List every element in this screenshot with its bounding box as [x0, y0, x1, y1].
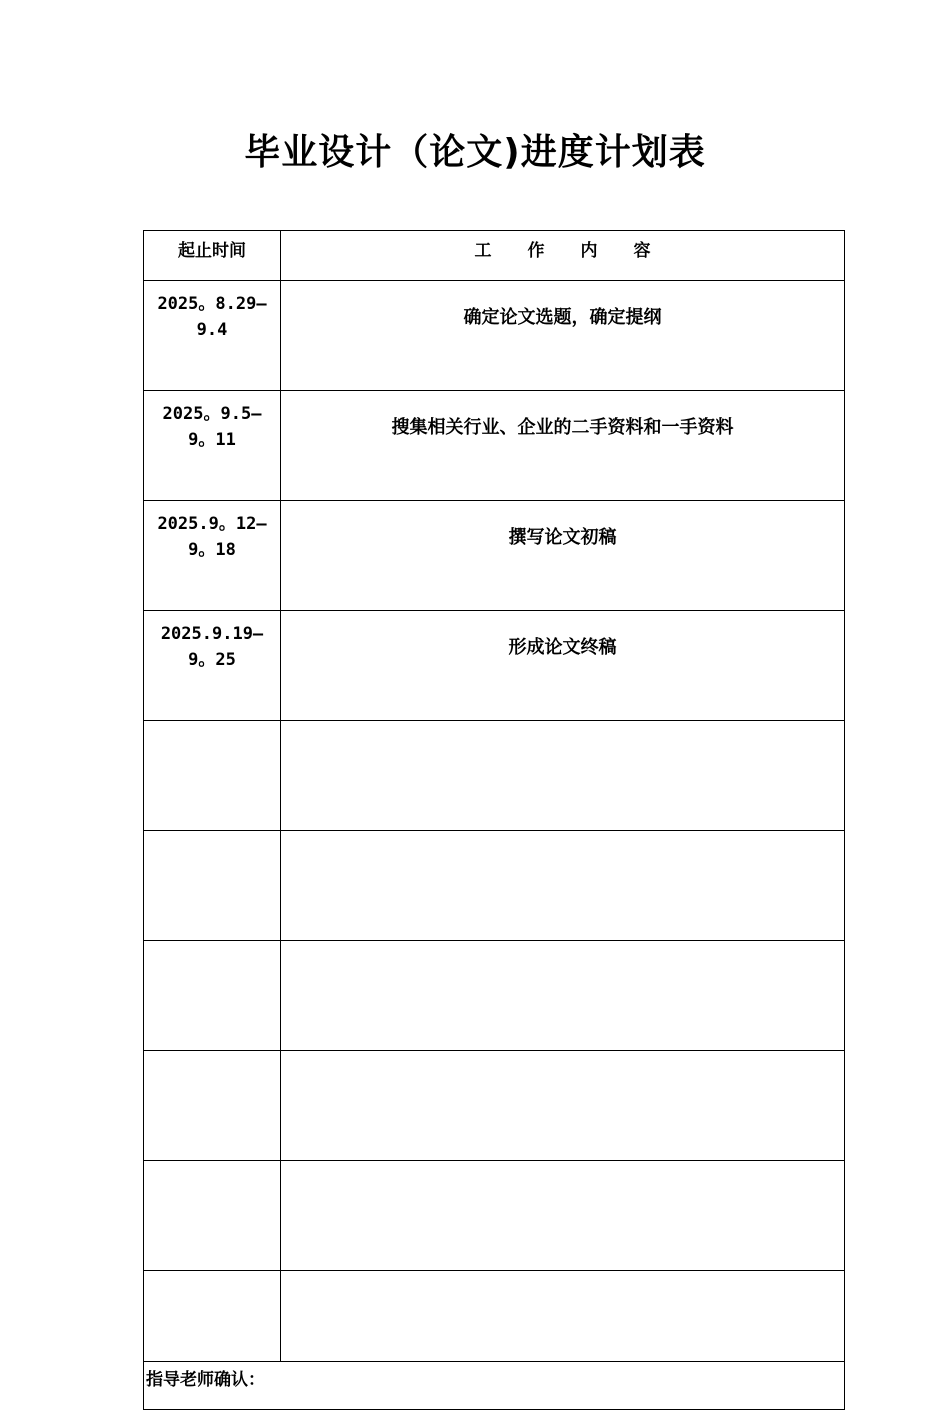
work-cell: 确定论文选题，确定提纲	[281, 281, 845, 391]
date-cell	[144, 941, 281, 1051]
header-work-cell	[281, 231, 845, 281]
date-cell	[144, 831, 281, 941]
date-cell	[144, 501, 281, 611]
table-row	[144, 501, 845, 611]
work-cell: 搜集相关行业、企业的二手资料和一手资料	[281, 391, 845, 501]
table-row	[144, 1051, 845, 1161]
date-start: 2025。8.29—	[157, 294, 267, 314]
date-cell	[144, 611, 281, 721]
date-end: 9。11	[188, 430, 236, 450]
date-cell	[144, 1161, 281, 1271]
table-row	[144, 831, 845, 941]
date-cell	[144, 1051, 281, 1161]
date-end: 9.4	[196, 320, 228, 340]
date-end: 9。18	[188, 540, 236, 560]
work-cell	[281, 721, 845, 831]
work-cell	[281, 831, 845, 941]
table-row	[144, 281, 845, 391]
date-start: 2025.9.19—	[160, 624, 264, 644]
table-header-row	[144, 231, 845, 281]
table-row	[144, 611, 845, 721]
header-time-cell: 起止时间	[144, 231, 281, 281]
date-cell	[144, 391, 281, 501]
table-row	[144, 1271, 845, 1362]
work-cell	[281, 1051, 845, 1161]
work-cell: 形成论文终稿	[281, 611, 845, 721]
header-work-char: 工	[474, 241, 492, 261]
work-cell	[281, 1161, 845, 1271]
schedule-table	[143, 230, 845, 1410]
date-cell	[144, 1271, 281, 1362]
table-row	[144, 941, 845, 1051]
date-end: 9。25	[188, 650, 236, 670]
table-row	[144, 391, 845, 501]
date-start: 2025.9。12—	[157, 514, 267, 534]
work-cell	[281, 941, 845, 1051]
date-start: 2025。9.5—	[162, 404, 262, 424]
header-work-char: 内	[580, 241, 598, 261]
advisor-confirm-label: 指导老师确认：	[144, 1362, 845, 1410]
table-row	[144, 1161, 845, 1271]
date-cell	[144, 281, 281, 391]
page-title: 毕业设计（论文)进度计划表	[244, 132, 706, 173]
work-cell: 撰写论文初稿	[281, 501, 845, 611]
header-work-char: 作	[527, 241, 545, 261]
advisor-confirm-row	[144, 1362, 845, 1410]
header-work-char: 容	[633, 241, 651, 261]
work-cell	[281, 1271, 845, 1362]
date-cell	[144, 721, 281, 831]
table-row	[144, 721, 845, 831]
